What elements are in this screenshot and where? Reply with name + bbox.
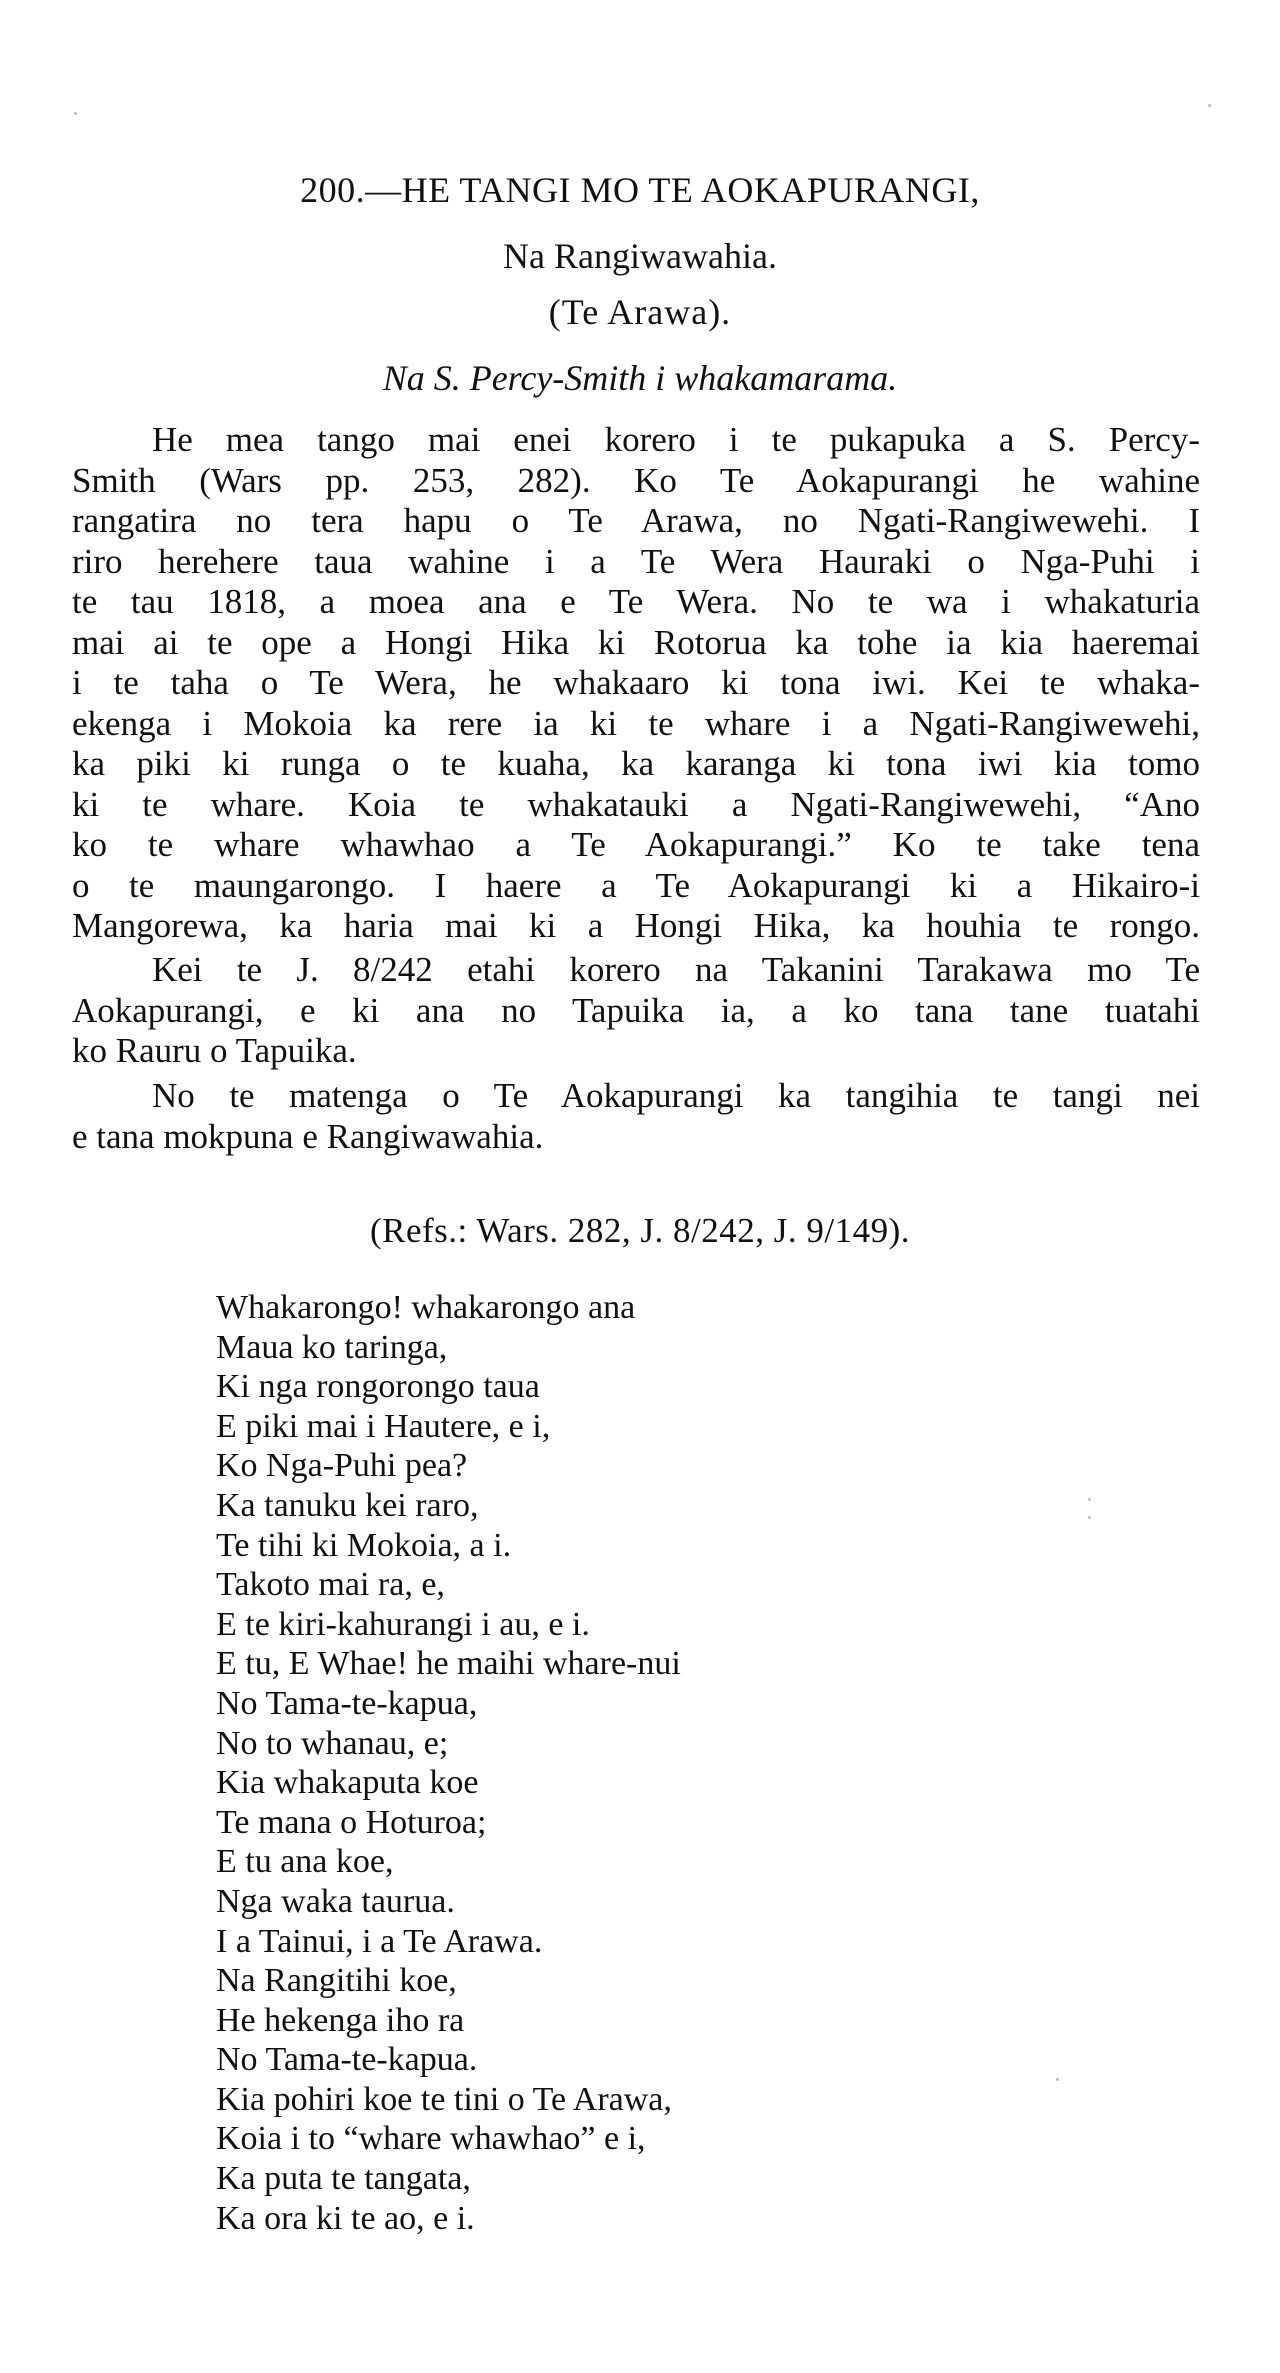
paragraph-line: No te matenga o Te Aokapurangi ka tangihia te tangi nei (152, 1076, 1200, 1115)
paragraph-line: ko Rauru o Tapuika. (72, 1031, 357, 1070)
poem-line: No to whanau, e; (216, 1724, 449, 1762)
poem-line: Te mana o Hoturoa; (216, 1803, 487, 1841)
paragraph-line: ki te whare. Koia te whakatauki a Ngati-Rangiwewehi, “Ano (72, 784, 1200, 824)
paragraph-line: ekenga i Mokoia ka rere ia ki te whare i a Ngati-Rangiwewehi, (72, 703, 1200, 743)
scan-speck (1088, 1516, 1091, 1519)
intro-paragraph (72, 420, 1200, 947)
poem-line: I a Tainui, i a Te Arawa. (216, 1922, 543, 1960)
paragraph-line: i te taha o Te Wera, he whakaaro ki tona iwi. Kei te whaka- (72, 663, 1200, 702)
paragraph-line: riro herehere taua wahine i a Te Wera Hauraki o Nga-Puhi i (72, 541, 1200, 581)
paragraph-line: o te maungarongo. I haere a Te Aokapurangi ki a Hikairo-i (72, 865, 1200, 905)
paragraph-line: Mangorewa, ka haria mai ki a Hongi Hika, ka houhia te rongo. (72, 906, 1200, 945)
poem-line: Kia pohiri koe te tini o Te Arawa, (216, 2080, 672, 2118)
references: (Refs.: Wars. 282, J. 8/242, J. 9/149). (369, 1211, 911, 1250)
editor-credit: Na S. Percy-Smith i whakamarama. (382, 358, 898, 398)
paragraph-line: Kei te J. 8/242 etahi korero na Takanini Tarakawa mo Te (152, 950, 1200, 989)
scan-speck (74, 112, 77, 115)
paragraph-line: e tana mokpuna e Rangiwawahia. (72, 1116, 544, 1156)
poem-text (216, 1288, 681, 2238)
scan-speck (1208, 104, 1211, 107)
poem-line: No Tama-te-kapua, (216, 1684, 478, 1722)
paragraph-line: Smith (Wars pp. 253, 282). Ko Te Aokapurangi he wahine (72, 460, 1200, 500)
poem-line: E piki mai i Hautere, e i, (216, 1407, 551, 1445)
poem-line: E tu ana koe, (216, 1843, 394, 1881)
scan-speck (1056, 2078, 1059, 2081)
poem-line: E tu, E Whae! he maihi whare-nui (216, 1645, 681, 1683)
paragraph-line: He mea tango mai enei korero i te pukapuka a S. Percy- (152, 420, 1200, 459)
scan-speck (1088, 1498, 1091, 1501)
poem-line: Nga waka taurua. (216, 1882, 455, 1920)
song-tribe: (Te Arawa). (548, 292, 732, 332)
poem-line: Ki nga rongorongo taua (216, 1368, 540, 1406)
poem-line: E te kiri-kahurangi i au, e i. (216, 1605, 590, 1643)
paragraph-line: rangatira no tera hapu o Te Arawa, no Ngati-Rangiwewehi. I (72, 501, 1200, 540)
poem-line: Koia i to “whare whawhao” e i, (216, 2120, 646, 2158)
poem-line: Maua ko taringa, (216, 1328, 448, 1366)
paragraph-line: ko te whare whawhao a Te Aokapurangi.” Ko te take tena (72, 825, 1200, 864)
paragraph-line: ka piki ki runga o te kuaha, ka karanga ki tona iwi kia tomo (72, 744, 1200, 783)
poem-line: Na Rangitihi koe, (216, 1962, 457, 2000)
paragraph-line: Aokapurangi, e ki ana no Tapuika ia, a ko tana tane tuatahi (72, 990, 1200, 1030)
poem-line: Takoto mai ra, e, (216, 1566, 445, 1604)
song-title: 200.—HE TANGI MO TE AOKAPURANGI, (300, 170, 980, 210)
poem-line: He hekenga iho ra (216, 2001, 465, 2039)
poem-line: Whakarongo! whakarongo ana (216, 1289, 636, 1326)
poem-line: Ka puta te tangata, (216, 2160, 471, 2198)
paragraph-line: te tau 1818, a moea ana e Te Wera. No te wa i whakaturia (72, 582, 1200, 621)
song-author: Na Rangiwawahia. (503, 236, 777, 276)
poem-line: Kia whakaputa koe (216, 1764, 479, 1802)
poem-line: Ka tanuku kei raro, (216, 1486, 479, 1524)
poem-line: Ka ora ki te ao, e i. (216, 2199, 475, 2237)
poem-line: No Tama-te-kapua. (216, 2041, 478, 2079)
lament-paragraph (72, 1076, 1200, 1157)
poem-line: Ko Nga-Puhi pea? (216, 1447, 468, 1485)
note-paragraph (72, 950, 1200, 1072)
paragraph-line: mai ai te ope a Hongi Hika ki Rotorua ka tohe ia kia haeremai (72, 622, 1200, 662)
poem-line: Te tihi ki Mokoia, a i. (216, 1526, 512, 1564)
